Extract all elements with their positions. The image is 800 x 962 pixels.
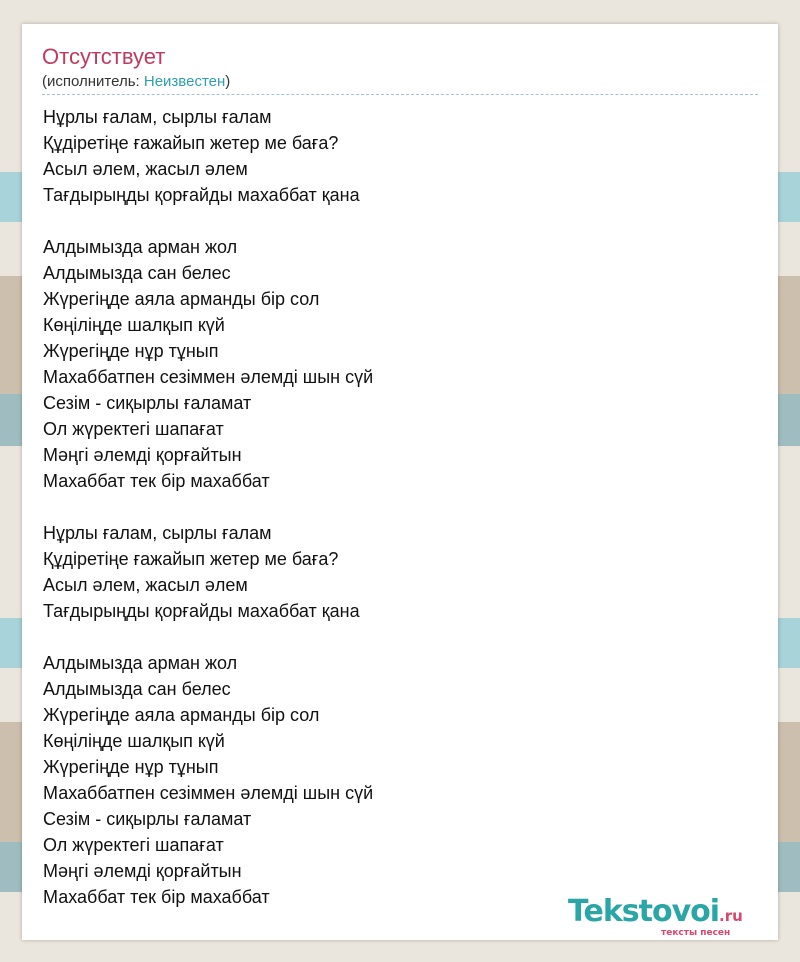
lyric-line: Мәңгі әлемді қорғайтын bbox=[43, 445, 242, 465]
lyric-line: Жүрегіңде аяла арманды бір сол bbox=[43, 289, 320, 309]
lyric-line: Махаббатпен сезіммен әлемді шын сүй bbox=[43, 783, 374, 803]
lyric-line: Тағдырыңды қорғайды махаббат қана bbox=[43, 185, 360, 205]
lyric-line: Жүрегіңде нұр тұнып bbox=[43, 757, 219, 777]
performer-suffix: ) bbox=[225, 73, 231, 90]
lyric-line: Алдымызда сан белес bbox=[43, 263, 231, 283]
lyric-line: Нұрлы ғалам, сырлы ғалам bbox=[43, 107, 272, 127]
lyric-line: Жүрегіңде аяла арманды бір сол bbox=[43, 705, 320, 725]
lyric-line: Сезім - сиқырлы ғаламат bbox=[43, 393, 252, 413]
lyric-line: Ол жүректегі шапағат bbox=[43, 835, 224, 855]
lyric-line: Көңіліңде шалқып күй bbox=[43, 731, 225, 751]
lyric-line: Алдымызда арман жол bbox=[43, 653, 238, 673]
lyric-line: Нұрлы ғалам, сырлы ғалам bbox=[43, 523, 272, 543]
site-logo[interactable] bbox=[568, 894, 778, 942]
lyric-line: Асыл әлем, жасыл әлем bbox=[43, 159, 248, 179]
stanza-gap bbox=[43, 494, 743, 520]
song-title: Отсутствует bbox=[42, 44, 166, 69]
performer-prefix: (исполнитель: bbox=[42, 73, 144, 90]
lyric-line: Махаббат тек бір махаббат bbox=[43, 471, 270, 491]
lyric-line: Сезім - сиқырлы ғаламат bbox=[43, 809, 252, 829]
title-separator bbox=[42, 94, 758, 95]
lyrics-text bbox=[43, 104, 743, 910]
lyric-line: Махаббат тек бір махаббат bbox=[43, 887, 270, 907]
lyric-line: Алдымызда арман жол bbox=[43, 237, 238, 257]
lyric-line: Ол жүректегі шапағат bbox=[43, 419, 224, 439]
logo-name: Tekstovoi bbox=[568, 894, 720, 929]
lyrics-card bbox=[22, 24, 778, 940]
logo-tagline: тексты песен bbox=[661, 928, 731, 938]
lyric-line: Махаббатпен сезіммен әлемді шын сүй bbox=[43, 367, 374, 387]
lyric-line: Құдіретіңе ғажайып жетер ме баға? bbox=[43, 549, 339, 569]
lyric-line: Құдіретіңе ғажайып жетер ме баға? bbox=[43, 133, 339, 153]
stanza-gap bbox=[43, 208, 743, 234]
lyric-line: Мәңгі әлемді қорғайтын bbox=[43, 861, 242, 881]
lyric-line: Жүрегіңде нұр тұнып bbox=[43, 341, 219, 361]
stanza-gap bbox=[43, 624, 743, 650]
performer-line bbox=[42, 73, 230, 91]
lyric-line: Тағдырыңды қорғайды махаббат қана bbox=[43, 601, 360, 621]
lyric-line: Көңіліңде шалқып күй bbox=[43, 315, 225, 335]
lyric-line: Асыл әлем, жасыл әлем bbox=[43, 575, 248, 595]
logo-domain: .ru bbox=[719, 907, 743, 925]
lyric-line: Алдымызда сан белес bbox=[43, 679, 231, 699]
performer-link[interactable]: Неизвестен bbox=[143, 73, 226, 90]
